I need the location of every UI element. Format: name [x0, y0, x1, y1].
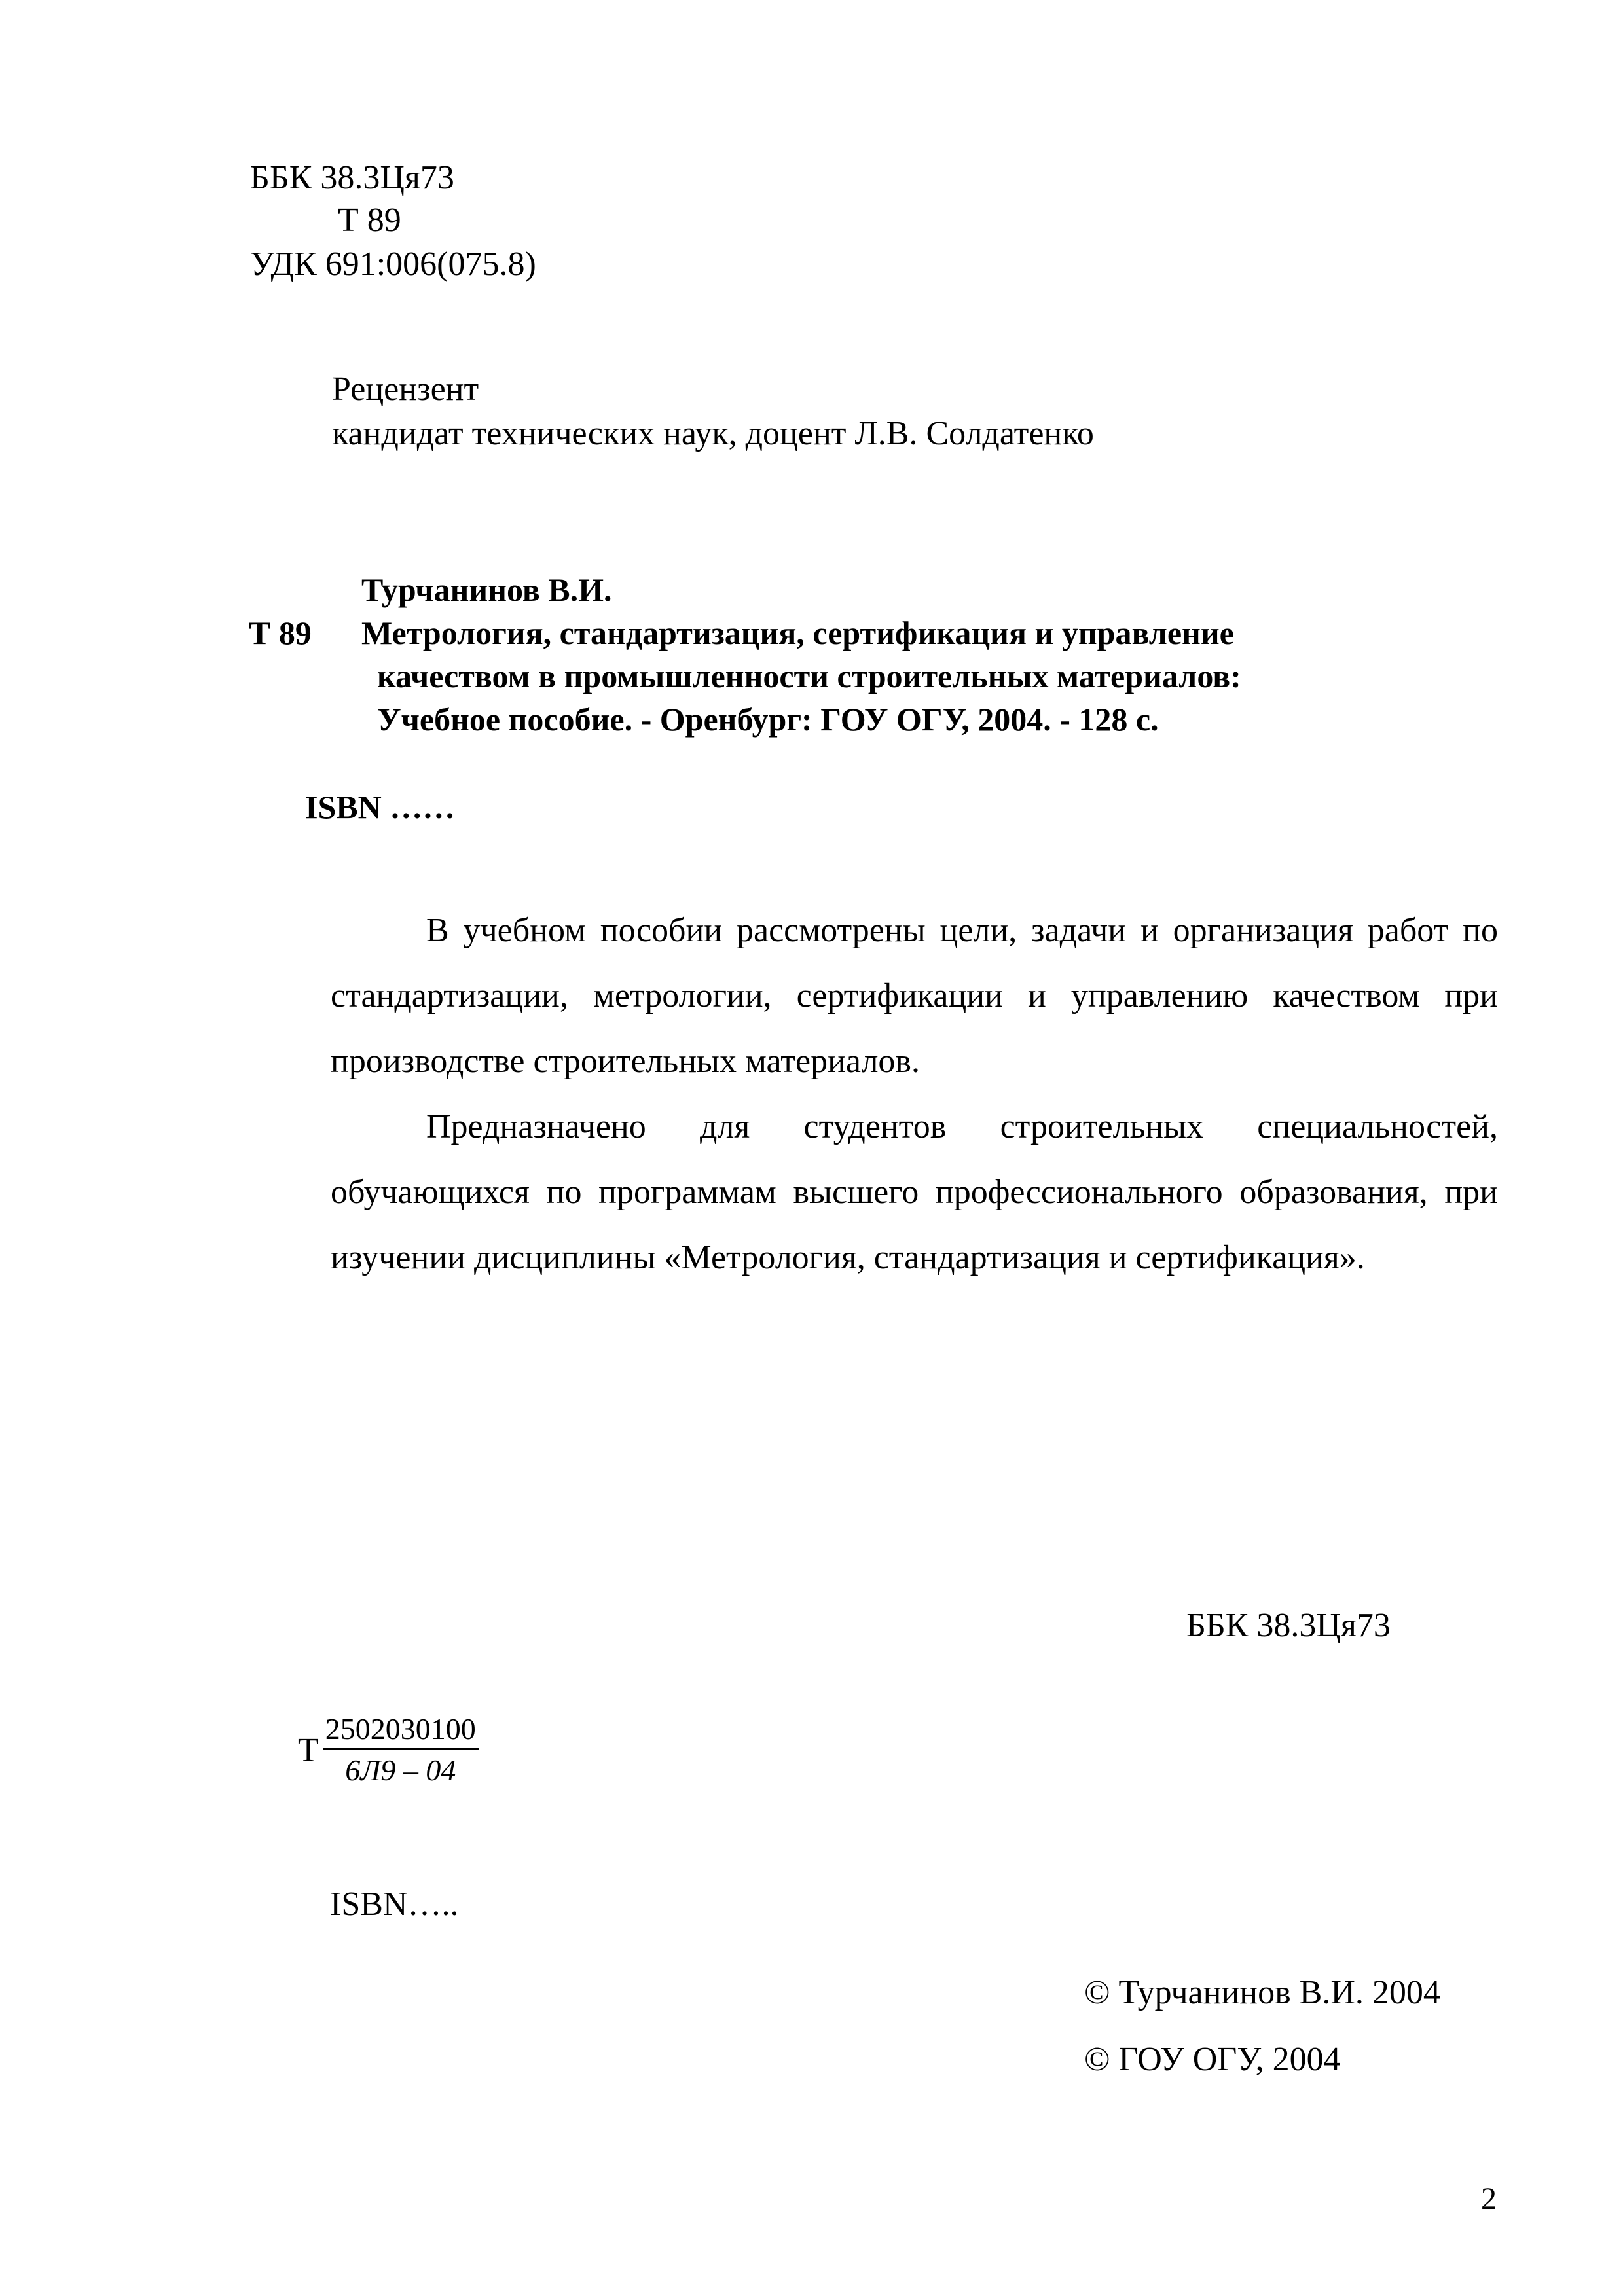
udk-index: УДК 691:006(075.8): [250, 245, 536, 283]
author-name: Турчанинов В.И.: [361, 571, 612, 608]
publication-code-fraction: [323, 1712, 479, 1789]
reviewer-label: Рецензент: [332, 370, 479, 408]
isbn-top: ISBN ……: [305, 789, 456, 825]
publication-code-denominator: 6Л9 – 04: [345, 1753, 456, 1787]
book-title-line-3: Учебное пособие. - Оренбург: ГОУ ОГУ, 2004. - 128 с.: [377, 701, 1159, 738]
reviewer-name: кандидат технических наук, доцент Л.В. Солдатенко: [332, 415, 1094, 452]
book-title-line-2: качеством в промышленности строительных материалов:: [377, 658, 1241, 694]
copyright-author: © Турчанинов В.И. 2004: [1084, 1974, 1440, 2011]
annotation-paragraph-1: В учебном пособии рассмотрены цели, задачи и организация работ по стандартизации, метрологии, сертификации и управлению качеством при производстве строительных материалов.: [331, 912, 1498, 1080]
author-cipher: Т 89: [338, 202, 401, 239]
publication-code-numerator: 2502030100: [323, 1712, 479, 1750]
bibliography-cipher: Т 89: [249, 615, 312, 651]
publication-code-letter: Т: [298, 1731, 319, 1769]
bbk-index: ББК 38.3Ця73: [250, 159, 454, 196]
annotation-paragraph-2: Предназначено для студентов строительных специальностей, обучающихся по программам высшего профессионального образования, при изучении дисциплины «Метрология, стандартизация и сертификация».: [331, 1108, 1498, 1276]
bbk-index-bottom: ББК 38.3Ця73: [1186, 1607, 1391, 1644]
page-number: 2: [1481, 2181, 1497, 2216]
isbn-bottom: ISBN…..: [330, 1886, 459, 1923]
publication-code: [298, 1712, 479, 1789]
book-title-line-1: Метрология, стандартизация, сертификация и управление: [361, 615, 1234, 651]
copyright-publisher: © ГОУ ОГУ, 2004: [1084, 2041, 1341, 2078]
